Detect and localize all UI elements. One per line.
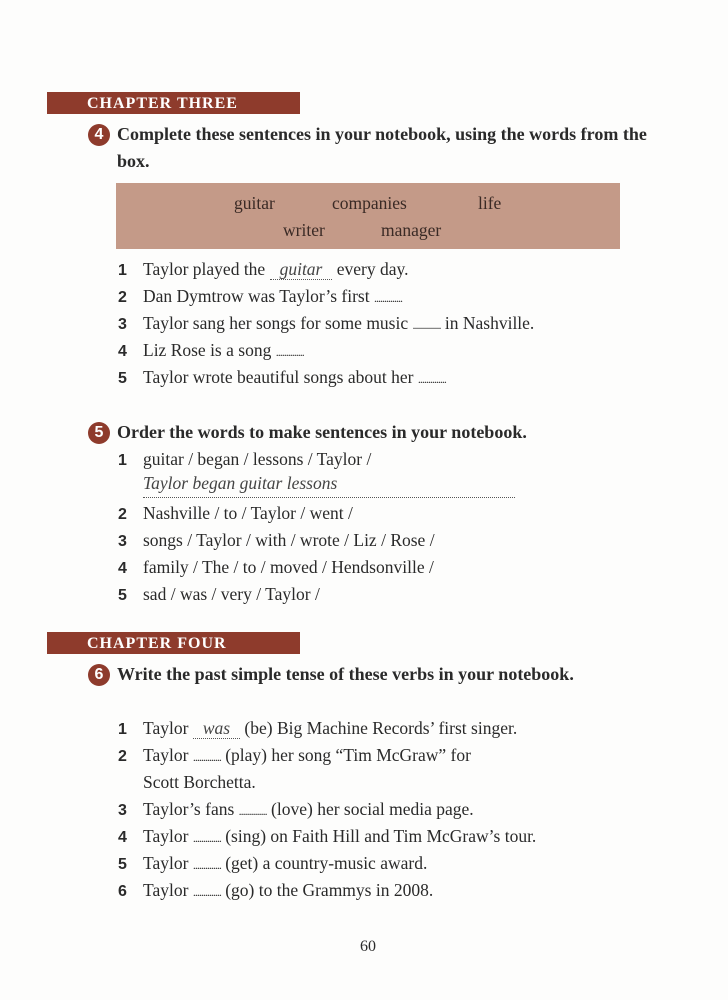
example-answer: was — [193, 718, 240, 739]
exercise-item — [118, 283, 402, 312]
item-number: 3 — [118, 533, 127, 550]
exercise-item — [118, 742, 471, 771]
item-number: 4 — [118, 829, 127, 846]
exercise-item — [118, 310, 534, 339]
answer-gap: .............. — [275, 345, 304, 359]
exercise-item — [118, 581, 320, 609]
item-text: guitar / began / lessons / Taylor / — [143, 449, 372, 469]
item-text-before: Taylor wrote beautiful songs about her — [143, 367, 418, 387]
item-number: 4 — [118, 560, 127, 577]
exercise-item — [118, 715, 517, 743]
chapter-three-header: CHAPTER THREE — [47, 92, 300, 114]
exercise-4-instruction: 4 Complete these sentences in your notebook, using the words from the box. — [88, 121, 648, 175]
item-text-before: Taylor played the — [143, 259, 270, 279]
item-continuation: Scott Borchetta. — [143, 772, 256, 792]
item-text: Nashville / to / Taylor / went / — [143, 503, 353, 523]
word: guitar — [234, 193, 275, 213]
item-number: 4 — [118, 343, 127, 360]
answer-gap: .............. — [238, 804, 267, 818]
item-text-before: Taylor — [143, 853, 193, 873]
item-number: 1 — [118, 452, 127, 469]
answer-gap: .............. — [192, 858, 221, 872]
item-number: 3 — [118, 316, 127, 333]
example-answer-row — [143, 470, 515, 498]
item-text-after: (go) to the Grammys in 2008. — [220, 880, 434, 900]
item-number: 6 — [118, 883, 127, 900]
item-number: 2 — [118, 506, 127, 523]
exercise-item — [118, 877, 433, 906]
exercise-6-instruction: 6 Write the past simple tense of these verbs in your notebook. — [88, 661, 648, 688]
item-text-after: (be) Big Machine Records’ first singer. — [240, 718, 518, 738]
answer-gap: .............. — [192, 831, 221, 845]
exercise-item — [118, 500, 353, 528]
item-text-before: Dan Dymtrow was Taylor’s first — [143, 286, 374, 306]
exercise-5-instruction: 5 Order the words to make sentences in your notebook. — [88, 419, 648, 446]
example-answer: guitar — [270, 259, 333, 280]
exercise-number-badge: 4 — [88, 124, 110, 146]
word: companies — [332, 193, 407, 213]
item-text-before: Taylor — [143, 880, 193, 900]
item-text-before: Taylor sang her songs for some music — [143, 313, 413, 333]
item-text-after: every day. — [332, 259, 409, 279]
example-answer: Taylor began guitar lessons — [143, 470, 515, 498]
item-number: 2 — [118, 289, 127, 306]
exercise-item — [118, 796, 474, 825]
answer-gap: .............. — [192, 750, 221, 764]
item-text-after: (love) her social media page. — [266, 799, 474, 819]
item-number: 5 — [118, 587, 127, 604]
answer-gap: .............. — [192, 885, 221, 899]
item-text: sad / was / very / Taylor / — [143, 584, 320, 604]
item-text-after: (sing) on Faith Hill and Tim McGraw’s tour. — [220, 826, 537, 846]
exercise-item — [118, 823, 536, 852]
item-number: 1 — [118, 721, 127, 738]
item-text-before: Taylor — [143, 826, 193, 846]
item-text: family / The / to / moved / Hendsonville / — [143, 557, 434, 577]
answer-gap: .............. — [417, 372, 446, 386]
exercise-item — [118, 554, 434, 582]
exercise-number-badge: 6 — [88, 664, 110, 686]
item-number: 5 — [118, 856, 127, 873]
exercise-item — [118, 337, 304, 366]
item-number: 5 — [118, 370, 127, 387]
item-text-after: in Nashville. — [440, 313, 535, 333]
exercise-item — [118, 364, 446, 393]
item-number: 1 — [118, 262, 127, 279]
answer-gap: .............. — [373, 291, 402, 305]
word: life — [478, 193, 502, 213]
word: writer — [283, 220, 325, 240]
item-number: 3 — [118, 802, 127, 819]
exercise-number-badge: 5 — [88, 422, 110, 444]
item-text-before: Taylor — [143, 718, 193, 738]
item-text-before: Liz Rose is a song — [143, 340, 276, 360]
exercise-item — [118, 527, 435, 555]
item-text-after: (get) a country-music award. — [220, 853, 428, 873]
item-text-after: (play) her song “Tim McGraw” for — [220, 745, 471, 765]
item-number: 2 — [118, 748, 127, 765]
item-text-before: Taylor — [143, 745, 193, 765]
chapter-four-header: CHAPTER FOUR — [47, 632, 300, 654]
answer-gap: .............. — [412, 318, 441, 332]
word-box — [116, 183, 620, 249]
word: manager — [381, 220, 442, 240]
item-text: songs / Taylor / with / wrote / Liz / Rose / — [143, 530, 435, 550]
page-number: 60 — [360, 938, 376, 955]
exercise-item — [118, 256, 409, 284]
exercise-item — [118, 850, 427, 879]
item-text-before: Taylor’s fans — [143, 799, 239, 819]
